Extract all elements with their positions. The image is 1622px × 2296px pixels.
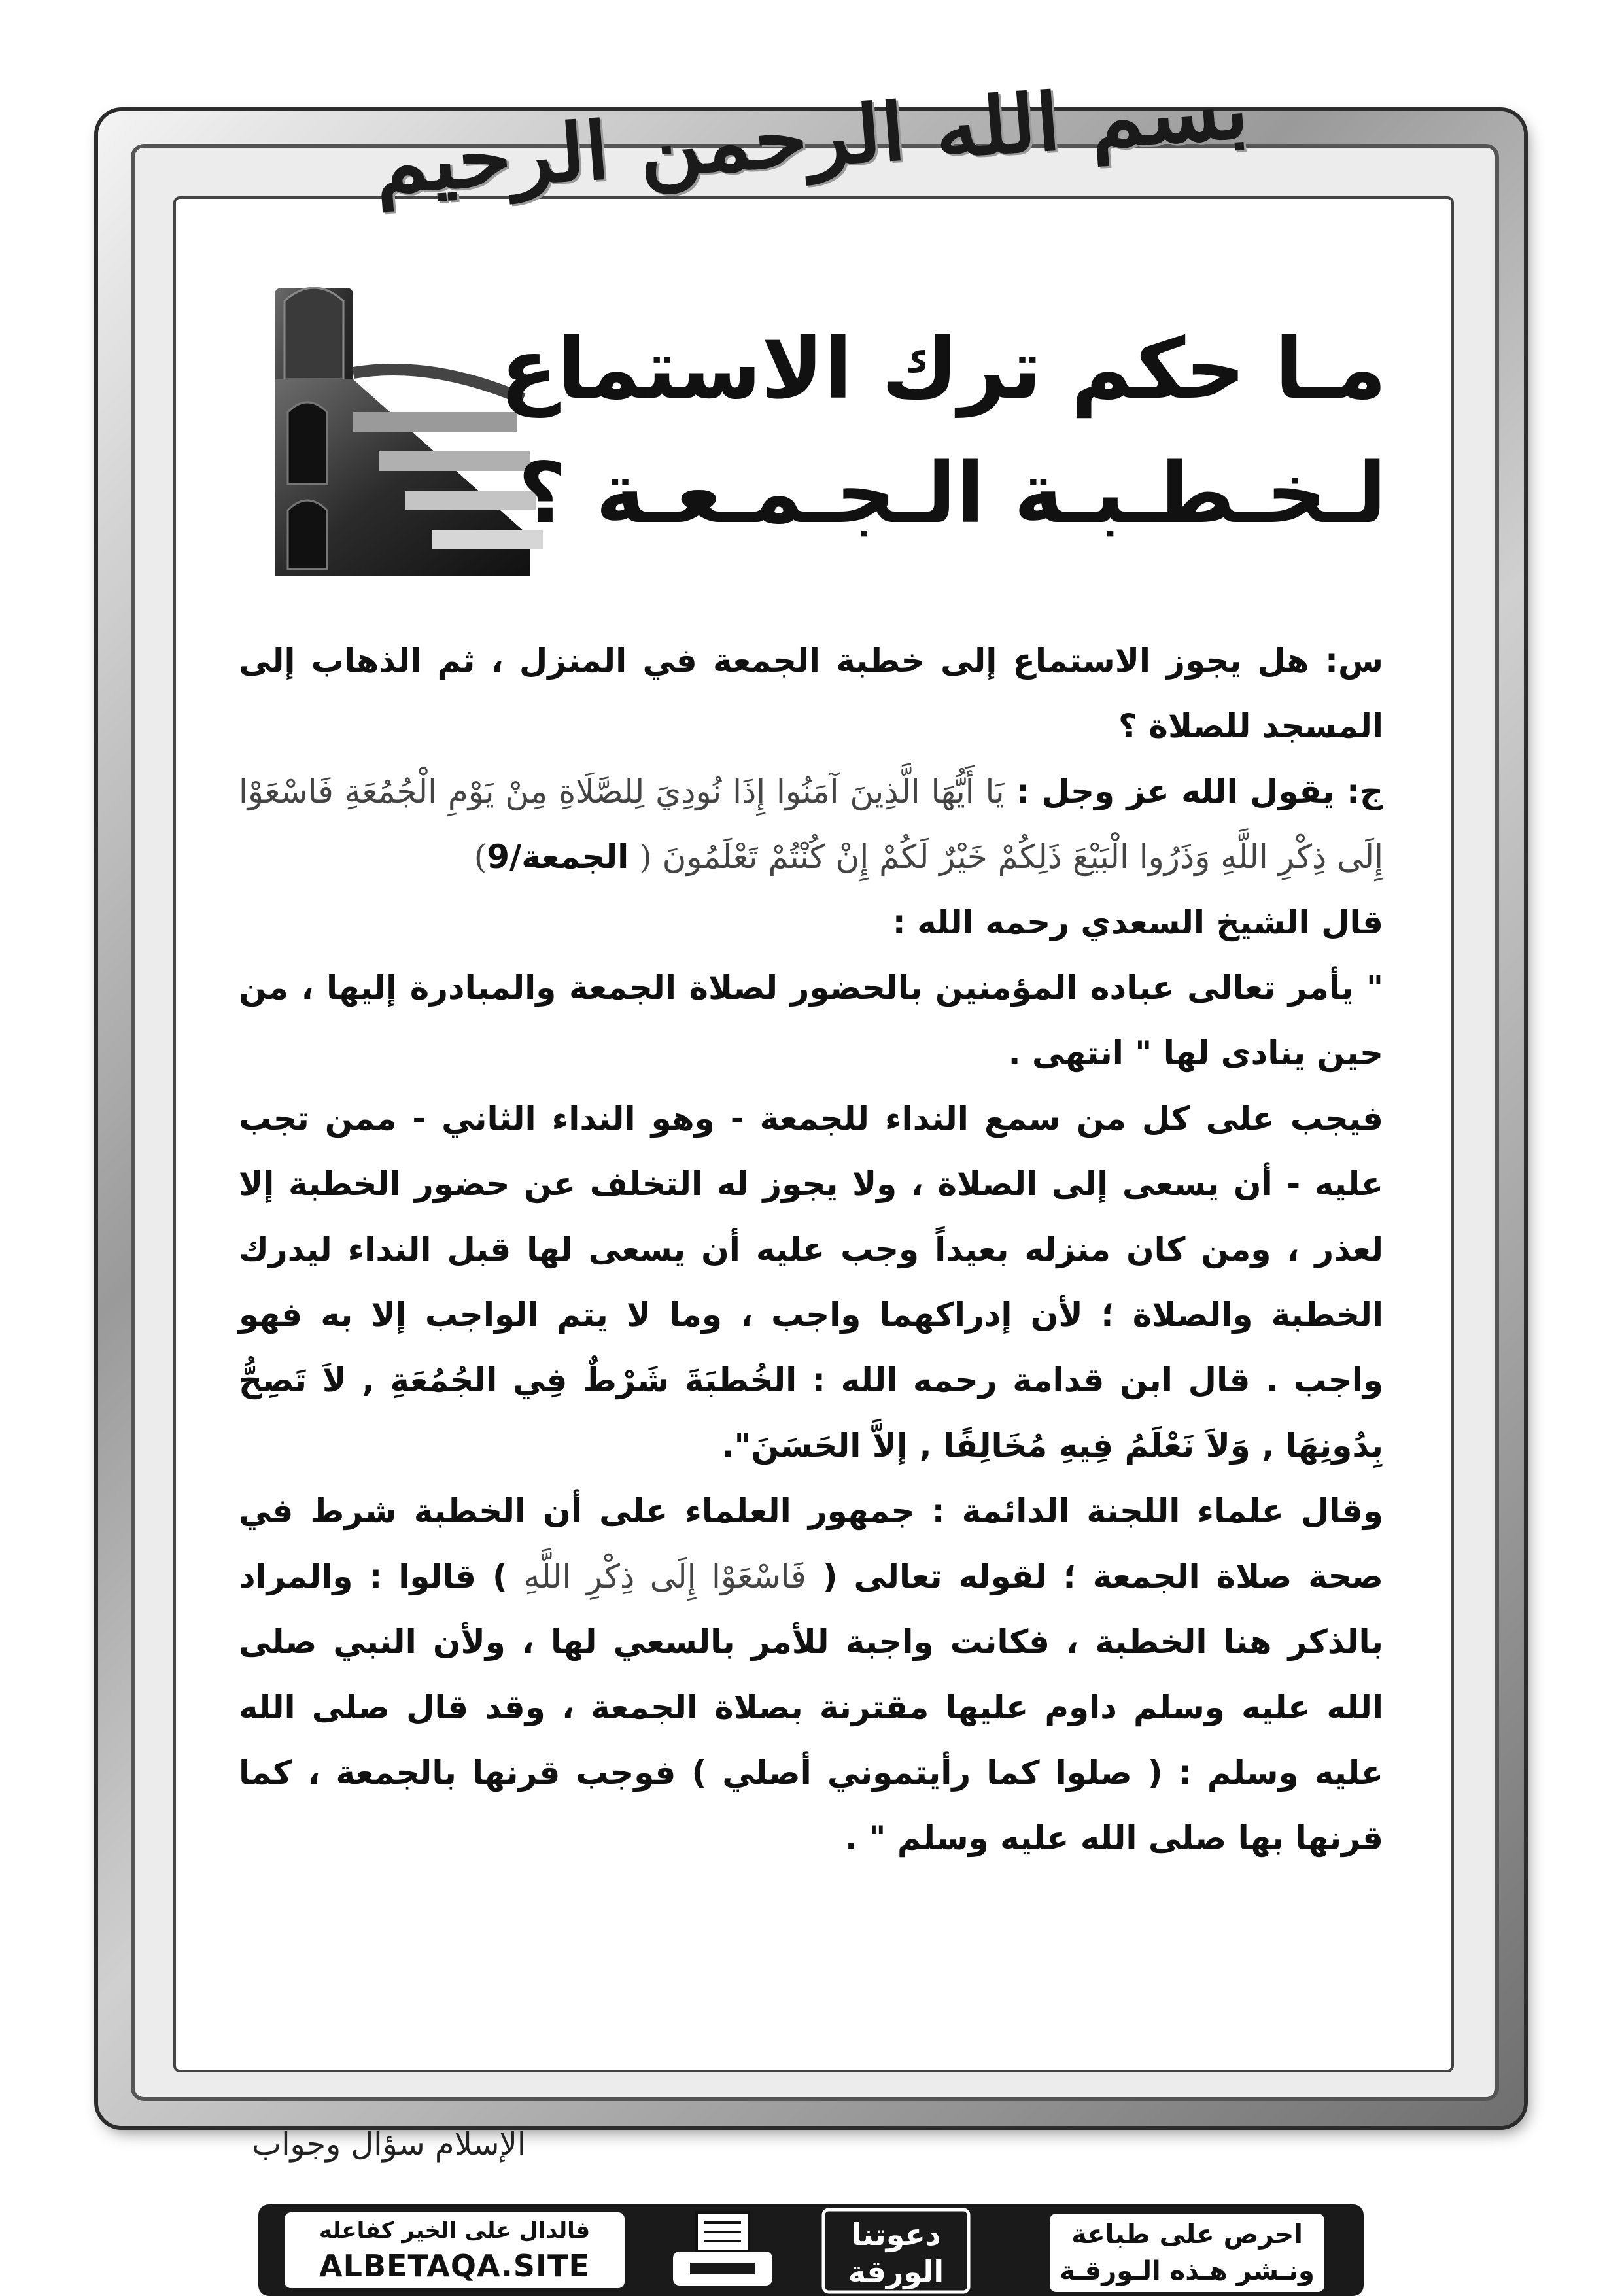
- verse-ref-close: ): [474, 838, 487, 876]
- question-paragraph: [239, 628, 1383, 759]
- basmala-calligraphy: بسم الله الرحمن الرحيم: [370, 63, 1252, 211]
- answer-intro: يقول الله عز وجل :: [1004, 773, 1335, 810]
- question-text: هل يجوز الاستماع إلى خطبة الجمعة في المنزل ، ثم الذهاب إلى المسجد للصلاة ؟: [239, 642, 1383, 745]
- footer-print-reminder: [1050, 2214, 1324, 2292]
- page-title: [500, 307, 1387, 556]
- print-reminder-line-1: احرص على طباعة: [1071, 2219, 1303, 2250]
- footer-slogan: فالدال على الخير كفاعله: [319, 2218, 591, 2244]
- footer-bar: [258, 2204, 1364, 2296]
- logo-bottom-text: الورقة: [848, 2254, 944, 2289]
- saadi-label: قال الشيخ السعدي رحمه الله :: [892, 903, 1383, 941]
- committee-verse: فَاسْعَوْا إِلَى ذِكْرِ اللَّهِ: [523, 1557, 806, 1595]
- article-body: [239, 628, 1383, 1871]
- answer-prefix: ج:: [1334, 773, 1383, 810]
- dawa-logo: [821, 2207, 971, 2295]
- committee-text-b: ) قالوا : والمراد بالذكر هنا الخطبة ، فكانت واجبة للأمر بالسعي لها ، ولأن النبي صلى الله عليه وسلم داوم عليها مقترنة بصلاة الجمعة ، وقد قال صلى الله عليه وسلم : ( صلوا كما رأيتموني أصلي ) فوجب قرنها بالجمعة ، كما قرنها بها صلى الله عليه وسلم " .: [239, 1557, 1383, 1857]
- print-reminder-line-2: ونـشر هـذه الـورقـة: [1060, 2256, 1315, 2286]
- quran-verse: يَا أَيُّهَا الَّذِينَ آمَنُوا إِذَا نُودِيَ لِلصَّلَاةِ مِنْ يَوْمِ الْجُمُعَةِ فَاسْعَوْا إِلَى ذِكْرِ اللَّهِ وَذَرُوا الْبَيْعَ ذَلِكُمْ خَيْرٌ لَكُمْ إِنْ كُنْتُمْ تَعْلَمُونَ: [239, 773, 1383, 876]
- verse-reference: الجمعة/9: [487, 838, 629, 876]
- printer-icon: [664, 2208, 782, 2293]
- basmala-banner: [370, 39, 1252, 235]
- committee-paragraph: [239, 1478, 1383, 1871]
- saadi-quote: " يأمر تعالى عباده المؤمنين بالحضور لصلاة الجمعة والمبادرة إليها ، من حين ينادى لها " انتهى .: [239, 969, 1383, 1072]
- answer-paragraph: [239, 759, 1383, 890]
- logo-top-text: دعوتنا: [851, 2217, 941, 2252]
- ruling-paragraph: فيجب على كل من سمع النداء للجمعة - وهو النداء الثاني - ممن تجب عليه - أن يسعى إلى الصلاة ، ولا يجوز له التخلف عن حضور الخطبة إلا لعذر ، ومن كان منزله بعيداً وجب عليه أن يسعى لها قبل النداء ليدرك الخطبة والصلاة ؛ لأن إدراكهما واجب ، وما لا يتم الواجب إلا به فهو واجب . قال ابن قدامة رحمه الله : الخُطبَةَ شَرْطٌ فِي الجُمُعَةِ , لاَ تَصِحُّ بِدُونِهَا , وَلاَ نَعْلَمُ فِيهِ مُخَالِفًا , إلاَّ الحَسَنَ".: [239, 1100, 1383, 1465]
- footer-website-box: [285, 2212, 625, 2288]
- verse-ref-open: (: [629, 838, 663, 876]
- committee-text-a: وقال علماء اللجنة الدائمة : جمهور العلماء على أن الخطبة شرط في صحة صلاة الجمعة ؛ لقوله تعالى (: [239, 1492, 1383, 1595]
- website-link[interactable]: ALBETAQA.SITE: [319, 2248, 590, 2284]
- title-line-1: مـا حكم ترك الاستماع: [500, 321, 1387, 418]
- source-credit: الإسلام سؤال وجواب: [252, 2126, 526, 2163]
- question-prefix: س:: [1309, 642, 1384, 680]
- title-line-2: لـخـطـبـة الـجـمـعـة ؟: [517, 445, 1387, 542]
